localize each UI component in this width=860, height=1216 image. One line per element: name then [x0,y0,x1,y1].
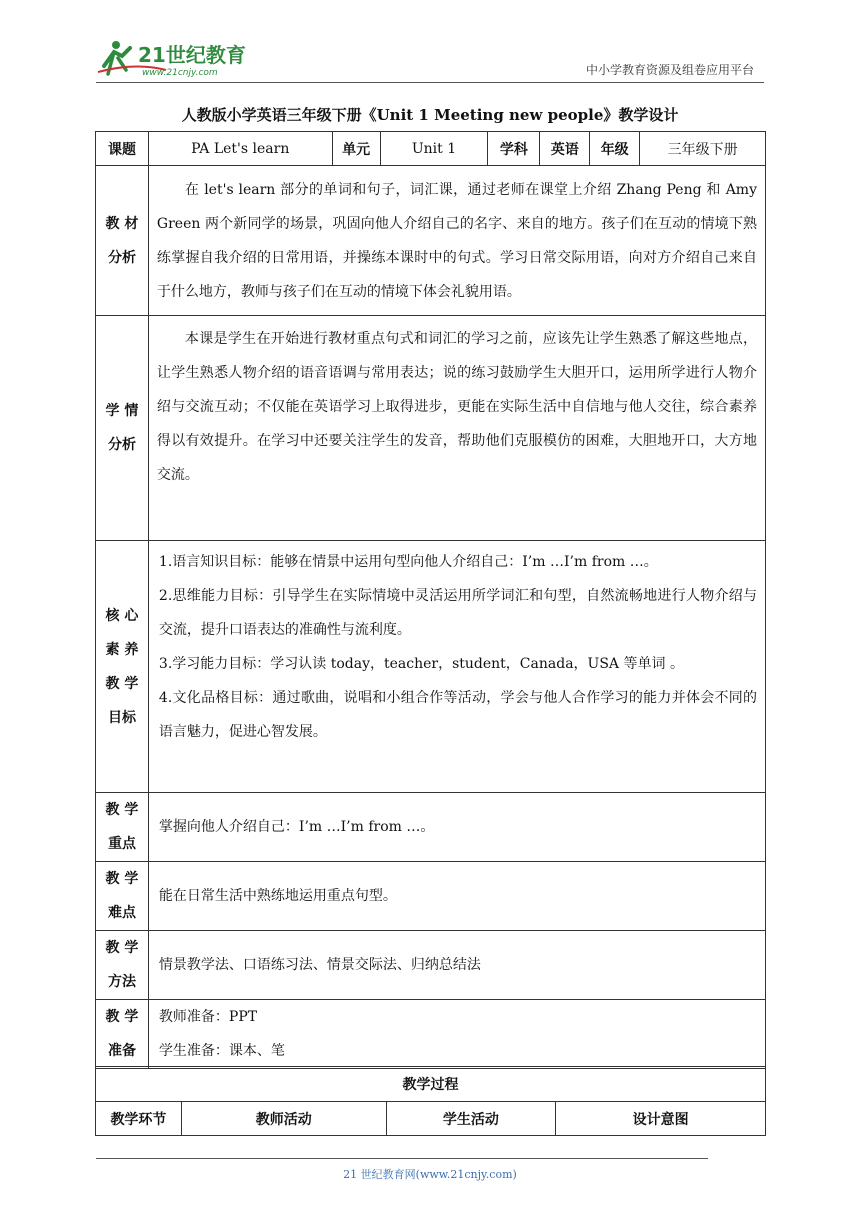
label-grade: 年级 [590,132,640,166]
footer-link[interactable]: 21 世纪教育网(www.21cnjy.com) [343,1168,517,1181]
process-col-student: 学生活动 [386,1102,556,1136]
key-points-text: 掌握向他人介绍自己：I’m …I’m from …。 [148,793,765,862]
process-table [95,1066,766,1136]
process-header-row [96,1102,766,1136]
footer-divider [96,1158,708,1159]
objective-item: 3.学习能力目标：学习认读 today，teacher，student，Canada，USA 等单词 。 [158,656,684,672]
info-row [96,132,766,166]
methods-text: 情景教学法、口语练习法、情景交际法、归纳总结法 [148,931,765,1000]
platform-name: 中小学教育资源及组卷应用平台 [585,63,754,77]
process-title: 教学过程 [96,1067,766,1102]
process-col-stage: 教学环节 [96,1102,182,1136]
difficulties-label: 教 学 难点 [96,862,149,931]
methods-label: 教 学 方法 [96,931,149,1000]
page-header [96,36,764,83]
core-objectives-label: 核 心 素 养 教 学 目标 [96,541,149,793]
label-topic: 课题 [96,132,149,166]
key-points-row [96,793,766,862]
core-objectives-list [148,541,765,793]
logo [96,36,266,78]
core-objectives-row [96,541,766,793]
textbook-analysis-label: 教 材 分析 [96,166,149,316]
student-analysis-text: 本课是学生在开始进行教材重点句式和词汇的学习之前，应该先让学生熟悉了解这些地点，让学生熟悉人物介绍的语音语调与常用表达；说的练习鼓励学生大胆开口，运用所学进行人物介绍与交流互动；不仅能在英语学习上取得进步，更能在实际生活中自信地与他人交往，综合素养得以有效提升。在学习中还要关注学生的发音，帮助他们克服模仿的困难，大胆地开口，大方地交流。 [148,316,765,541]
preparation-text [148,1000,765,1069]
value-grade: 三年级下册 [640,132,766,166]
value-subject: 英语 [540,132,590,166]
logo-url: www.21cnjy.com [142,68,218,78]
value-unit: Unit 1 [380,132,488,166]
preparation-label: 教 学 准备 [96,1000,149,1069]
teacher-preparation: 教师准备：PPT [158,1009,258,1025]
student-preparation: 学生准备：课本、笔 [158,1043,285,1059]
textbook-analysis-row [96,166,766,316]
objective-item: 1.语言知识目标：能够在情景中运用句型向他人介绍自己：I’m …I’m from …。 [158,554,658,570]
lesson-plan-table [95,131,766,1069]
student-analysis-label: 学 情 分析 [96,316,149,541]
objective-item: 2.思维能力目标：引导学生在实际情境中灵活运用所学词汇和句型，自然流畅地进行人物介绍与交流，提升口语表达的准确性与流利度。 [158,588,757,638]
label-subject: 学科 [488,132,540,166]
process-col-teacher: 教师活动 [181,1102,386,1136]
difficulties-row [96,862,766,931]
preparation-row [96,1000,766,1069]
document-title: 人教版小学英语三年级下册《Unit 1 Meeting new people》教学设计 [181,106,679,124]
process-col-intent: 设计意图 [556,1102,766,1136]
difficulties-text: 能在日常生活中熟练地运用重点句型。 [148,862,765,931]
label-unit: 单元 [332,132,380,166]
logo-text: 21世纪教育 [138,43,246,67]
objective-item: 4.文化品格目标：通过歌曲，说唱和小组合作等活动，学会与他人合作学习的能力并体会不同的语言魅力，促进心智发展。 [158,690,757,740]
methods-row [96,931,766,1000]
value-topic: PA Let's learn [148,132,332,166]
key-points-label: 教 学 重点 [96,793,149,862]
student-analysis-row [96,316,766,541]
textbook-analysis-text: 在 let's learn 部分的单词和句子，词汇课，通过老师在课堂上介绍 Zhang Peng 和 Amy Green 两个新同学的场景，巩固向他人介绍自己的名字、来自的地方。孩子们在互动的情境下熟练掌握自我介绍的日常用语，并操练本课时中的句式。学习日常交际用语，向对方介绍自己来自于什么地方，教师与孩子们在互动的情境下体会礼貌用语。 [148,166,765,316]
